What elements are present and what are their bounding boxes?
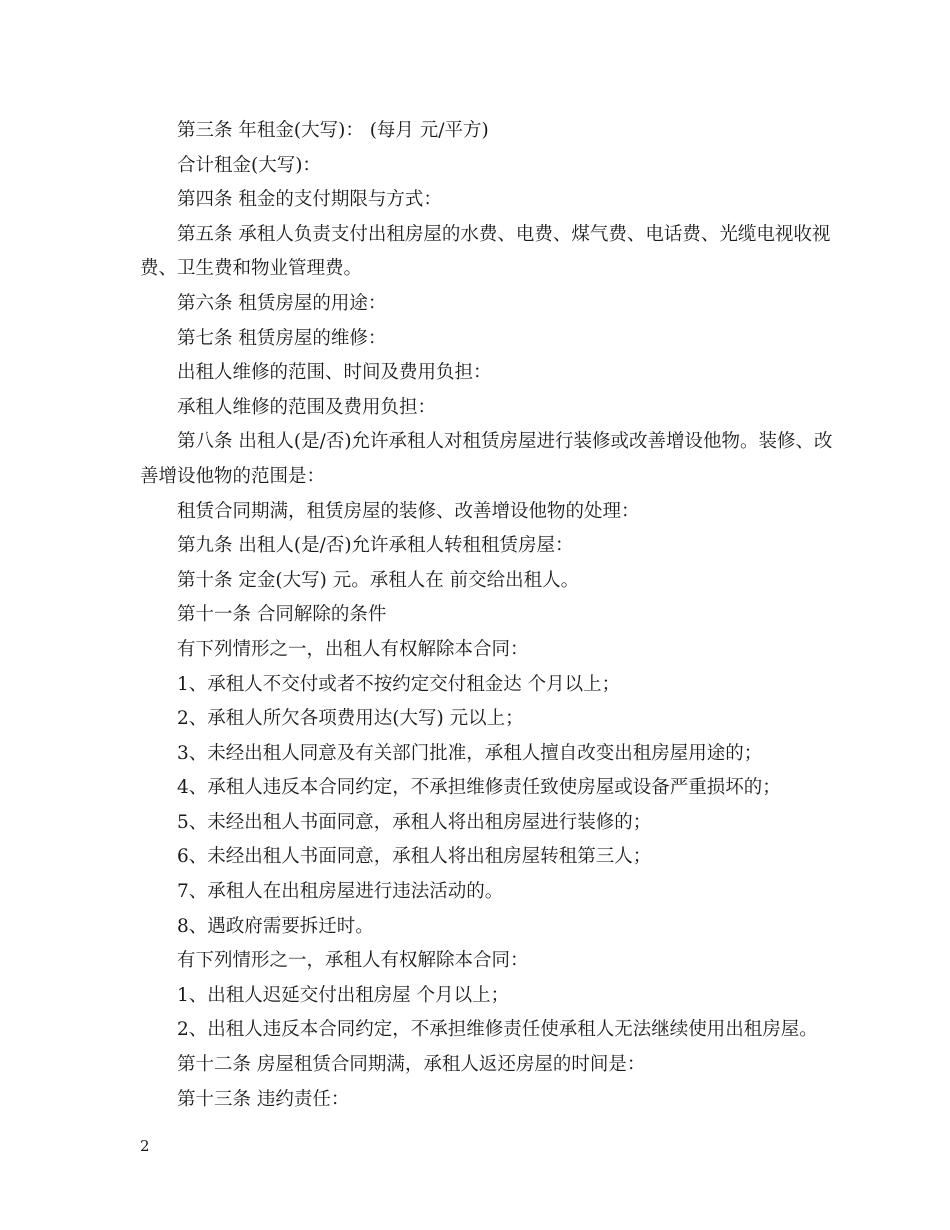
paragraph-lessee-termination-intro: 有下列情形之一，承租人有权解除本合同： bbox=[177, 950, 529, 972]
paragraph-article-12: 第十二条 房屋租赁合同期满，承租人返还房屋的时间是： bbox=[177, 1054, 646, 1076]
paragraph-article-5: 第五条 承租人负责支付出租房屋的水费、电费、煤气费、电话费、光缆电视收视费、卫生费和物业管理费。 bbox=[140, 223, 831, 280]
list-item: 7、承租人在出租房屋进行违法活动的。 bbox=[177, 881, 504, 903]
paragraph-article-10: 第十条 定金(大写) 元。承租人在 前交给出租人。 bbox=[177, 569, 580, 591]
list-item: 2、出租人违反本合同约定，不承担维修责任使承租人无法继续使用出租房屋。 bbox=[177, 1019, 818, 1041]
paragraph-lessor-repair: 出租人维修的范围、时间及费用负担： bbox=[177, 362, 492, 384]
document-body bbox=[140, 114, 840, 1117]
list-item: 4、承租人违反本合同约定，不承担维修责任致使房屋或设备严重损坏的； bbox=[177, 777, 781, 799]
list-item: 5、未经出租人书面同意，承租人将出租房屋进行装修的； bbox=[177, 811, 652, 833]
paragraph-article-7: 第七条 租赁房屋的维修： bbox=[177, 327, 387, 349]
paragraph-lessor-termination-intro: 有下列情形之一，出租人有权解除本合同： bbox=[177, 638, 529, 660]
list-item: 1、承租人不交付或者不按约定交付租金达 个月以上； bbox=[177, 673, 621, 695]
paragraph-article-11: 第十一条 合同解除的条件 bbox=[177, 604, 387, 626]
paragraph-article-8: 第八条 出租人(是/否)允许承租人对租赁房屋进行装修或改善增设他物。装修、改善增设他物的范围是： bbox=[140, 431, 833, 487]
page-number: 2 bbox=[140, 1137, 150, 1155]
list-item: 2、承租人所欠各项费用达(大写) 元以上； bbox=[177, 708, 524, 730]
list-item: 3、未经出租人同意及有关部门批准，承租人擅自改变出租房屋用途的； bbox=[177, 742, 763, 764]
paragraph-article-4: 第四条 租金的支付期限与方式： bbox=[177, 189, 442, 211]
list-item: 1、出租人迟延交付出租房屋 个月以上； bbox=[177, 984, 510, 1006]
paragraph-article-9: 第九条 出租人(是/否)允许承租人转租租赁房屋： bbox=[177, 535, 574, 557]
list-item: 6、未经出租人书面同意，承租人将出租房屋转租第三人； bbox=[177, 846, 652, 868]
paragraph-renovation-handling: 租赁合同期满，租赁房屋的装修、改善增设他物的处理： bbox=[177, 500, 640, 522]
paragraph-lessee-repair: 承租人维修的范围及费用负担： bbox=[177, 396, 437, 418]
paragraph-total-rent: 合计租金(大写)： bbox=[177, 154, 321, 176]
paragraph-article-6: 第六条 租赁房屋的用途： bbox=[177, 292, 387, 314]
paragraph-article-3: 第三条 年租金(大写)： (每月 元/平方) bbox=[177, 120, 489, 141]
paragraph-article-13: 第十三条 违约责任： bbox=[177, 1088, 350, 1110]
list-item: 8、遇政府需要拆迁时。 bbox=[177, 915, 374, 937]
